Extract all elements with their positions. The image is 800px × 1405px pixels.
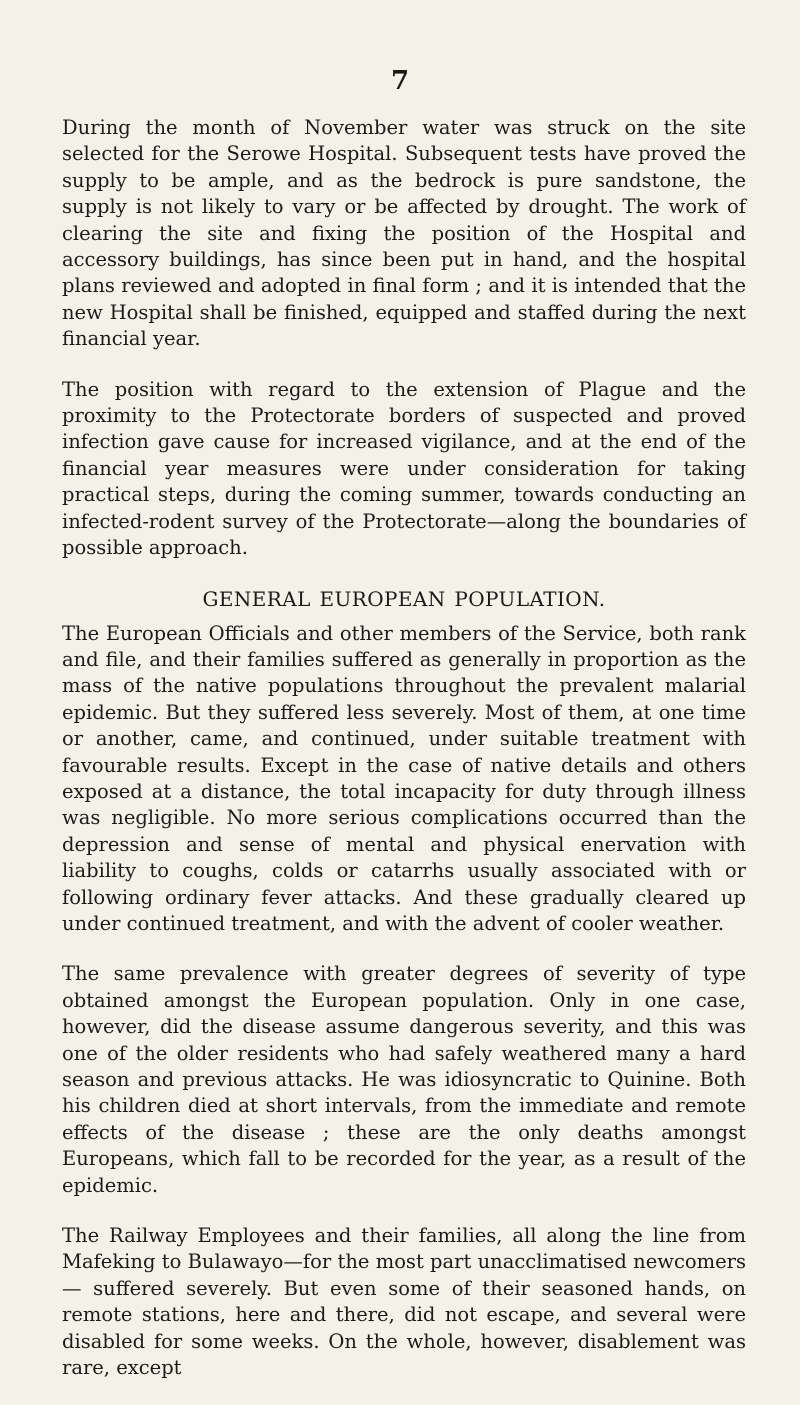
paragraph-european-population: The same prevalence with greater degrees of severity of type obtained amongst the European population. Only in one case, however, did the disease assume dangerous severity, and this was one of the older residents who had safely weathered many a hard season and previous attacks. He was idiosyncratic to Quinine. Both his children died at short intervals, from the immediate and remote effects of the disease ; these are the only deaths amongst Europeans, which fall to be recorded for the year, as a result of the epidemic. [62,962,746,1197]
section-heading: GENERAL EUROPEAN POPULATION. [202,586,606,611]
paragraph-plague-extension: The position with regard to the extension of Plague and the proximity to the Protectorate borders of suspected and proved infection gave cause for increased vigilance, and at the end of the financial year measures were under consideration for taking practical steps, during the coming summer, towards conducting an infected-rodent survey of the Protectorate—along the boundaries of possible approach. [62,377,746,560]
page-body [62,115,746,1405]
page-number: 7 [390,66,410,96]
paragraph-serowe-hospital: During the month of November water was struck on the site selected for the Serowe Hospital. Subsequent tests have proved the supply to be ample, and as the bedrock is pure sandstone, the supply is not likely to vary or be affected by drought. The work of clearing the site and fixing the position of the Hospital and accessory buildings, has since been put in hand, and the hospital plans reviewed and adopted in final form ; and it is intended that the new Hospital shall be finished, equipped and staffed during the next financial year. [62,116,746,351]
paragraph-european-officials: The European Officials and other members of the Service, both rank and file, and their families suffered as generally in proportion as the mass of the native populations throughout the prevalent malarial epidemic. But they suffered less severely. Most of them, at one time or another, came, and continued, under suitable treatment with favourable results. Except in the case of native details and others exposed at a distance, the total incapacity for duty through illness was negligible. No more serious complications occurred than the depression and sense of mental and physical enervation with liability to coughs, colds or catarrhs usually associated with or following ordinary fever attacks. And these gradually cleared up under continued treatment, and with the advent of cooler weather. [62,621,746,935]
paragraph-railway-employees: The Railway Employees and their families, all along the line from Mafeking to Bulawayo—for the most part unacclimatised newcomers— suffered severely. But even some of their seasoned hands, on remote stations, here and there, did not escape, and several were disabled for some weeks. On the whole, however, disablement was rare, except [62,1224,746,1380]
